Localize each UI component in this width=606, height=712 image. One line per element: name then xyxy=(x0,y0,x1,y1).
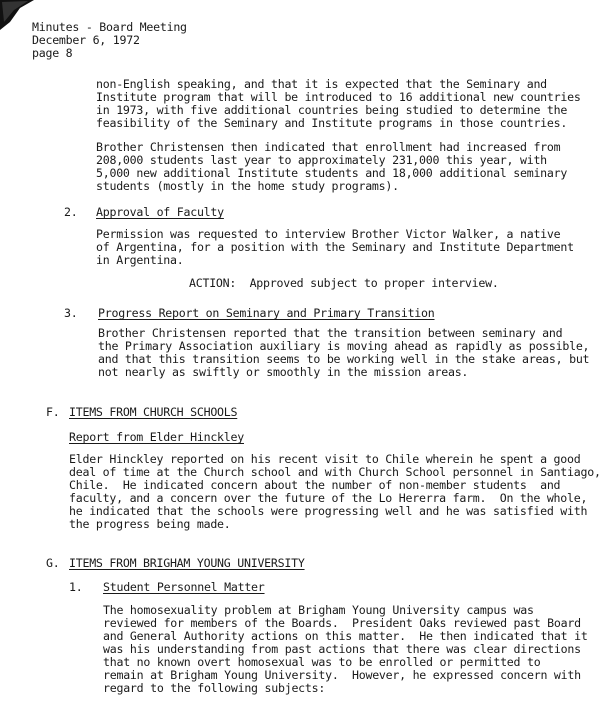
text-line: Institute program that will be introduced to 16 additional new countries xyxy=(96,90,581,104)
text-line: reviewed for members of the Boards. President Oaks reviewed past Board xyxy=(103,616,581,630)
text-line: Chile. He indicated concern about the number of non-member students and xyxy=(69,478,561,492)
text-line: and that this transition seems to be working well in the stake areas, but xyxy=(98,352,590,366)
text-line: the Primary Association auxiliary is moving ahead as rapidly as possible, xyxy=(98,339,590,353)
text-line: he indicated that the schools were progressing well and he was satisfied with xyxy=(69,504,588,518)
text-line: faculty, and a concern over the future of the Lo Hererra farm. On the whole, xyxy=(69,491,588,505)
item-2-number: 2. xyxy=(64,205,78,219)
item-3-number: 3. xyxy=(64,306,78,320)
text-line: was his understanding from past actions that there was clear directions xyxy=(103,642,581,656)
text-line: non-English speaking, and that it is expected that the Seminary and xyxy=(96,77,547,91)
section-f-letter: F. xyxy=(46,405,60,419)
header-page-number: page 8 xyxy=(32,46,73,60)
section-g-heading: ITEMS FROM BRIGHAM YOUNG UNIVERSITY xyxy=(69,556,305,570)
item-2-heading: Approval of Faculty xyxy=(96,205,224,219)
text-line: 5,000 new additional Institute students and 18,000 additional seminary xyxy=(96,166,568,180)
text-line: feasibility of the Seminary and Institute programs in those countries. xyxy=(96,116,568,130)
text-line: regard to the following subjects: xyxy=(103,681,326,695)
section-f-subheading: Report from Elder Hinckley xyxy=(69,430,244,444)
section-g-letter: G. xyxy=(46,556,60,570)
text-line: Permission was requested to interview Brother Victor Walker, a native xyxy=(96,227,561,241)
text-line: remain at Brigham Young University. However, he expressed concern with xyxy=(103,668,581,682)
text-line: of Argentina, for a position with the Seminary and Institute Department xyxy=(96,240,574,254)
text-line: in 1973, with five additional countries being studied to determine the xyxy=(96,103,568,117)
section-f-heading: ITEMS FROM CHURCH SCHOOLS xyxy=(69,405,238,419)
text-line: in Argentina. xyxy=(96,253,184,267)
text-line: the progress being made. xyxy=(69,517,231,531)
text-line: that no known overt homosexual was to be enrolled or permitted to xyxy=(103,655,541,669)
text-line: and General Authority actions on this matter. He then indicated that it xyxy=(103,629,588,643)
section-g-item-1-heading: Student Personnel Matter xyxy=(103,580,265,594)
corner-scan-mark xyxy=(0,0,34,30)
item-3-heading: Progress Report on Seminary and Primary Transition xyxy=(98,306,435,320)
text-line: students (mostly in the home study programs). xyxy=(96,179,399,193)
text-line: The homosexuality problem at Brigham Young University campus was xyxy=(103,603,534,617)
text-line: 208,000 students last year to approximately 231,000 this year, with xyxy=(96,153,547,167)
header-date: December 6, 1972 xyxy=(32,33,140,47)
text-line: not nearly as swiftly or smoothly in the mission areas. xyxy=(98,365,469,379)
item-2-action: ACTION: Approved subject to proper interview. xyxy=(189,276,499,290)
text-line: deal of time at the Church school and with Church School personnel in Santiago, xyxy=(69,465,601,479)
header-title: Minutes - Board Meeting xyxy=(32,20,187,34)
section-g-item-1-number: 1. xyxy=(69,580,83,594)
text-line: Brother Christensen reported that the transition between seminary and xyxy=(98,326,563,340)
text-line: Brother Christensen then indicated that enrollment had increased from xyxy=(96,140,561,154)
text-line: Elder Hinckley reported on his recent visit to Chile wherein he spent a good xyxy=(69,452,581,466)
